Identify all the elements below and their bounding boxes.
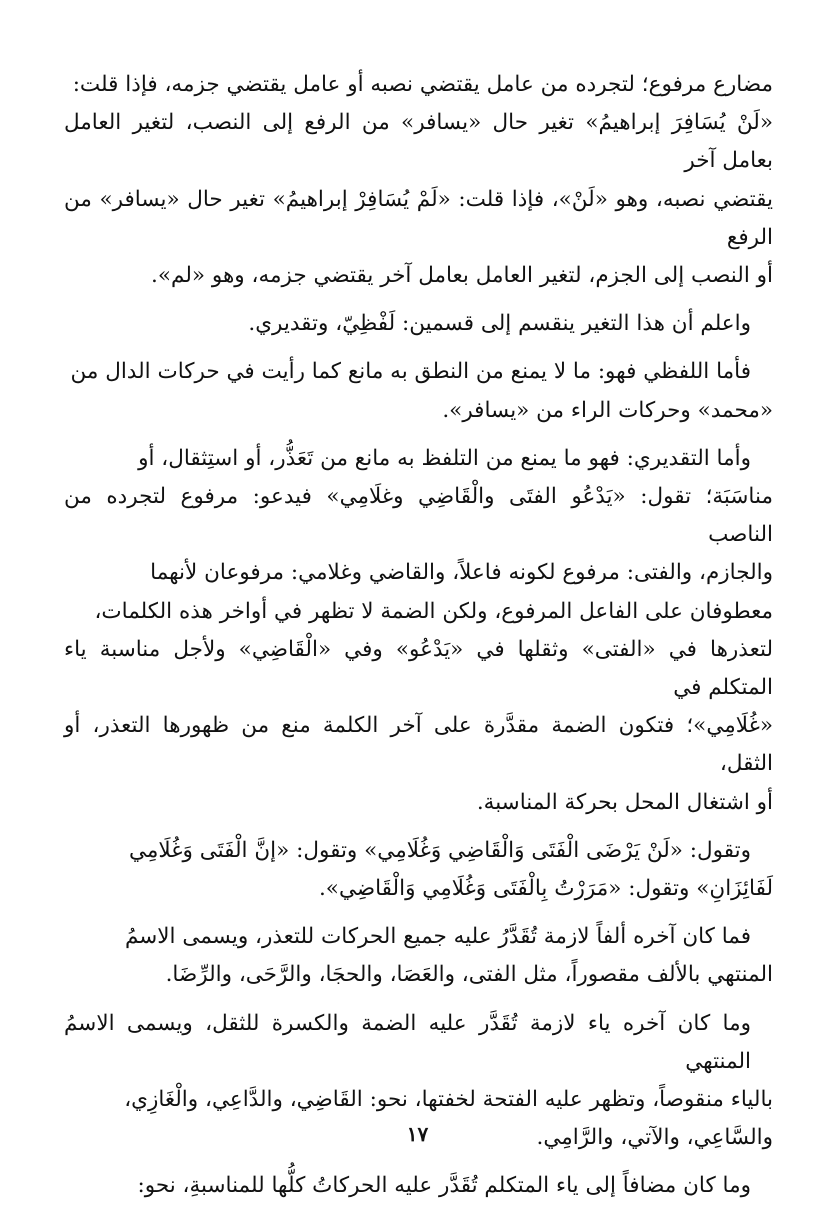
text-line: لتعذرها في «الفتى» وثقلها في «يَدْعُو» وفي «الْقَاضِي» ولأجل مناسبة ياء المتكلم في — [64, 636, 773, 701]
text-line: وتقول: «لَنْ يَرْضَى الْفَتَى وَالْقَاضِي وَغُلَامِي» وتقول: «إنَّ الْفَتَى وَغُلَامِي — [128, 837, 751, 863]
text-line: فما كان آخره ألفاً لازمة تُقَدَّرُ عليه جميع الحركات للتعذر، ويسمى الاسمُ — [124, 924, 751, 950]
text-line: لَفَائِزَانِ» وتقول: «مَرَرْتُ بِالْفَتَى وَغُلَامِي وَالْقَاضِي». — [318, 876, 773, 902]
page-body — [64, 66, 773, 1206]
text-line: وما كان آخره ياء لازمة تُقَدَّر عليه الضمة والكسرة للثقل، ويسمى الاسمُ المنتهي — [64, 1010, 751, 1074]
paragraph-2 — [64, 305, 773, 343]
page-number: ١٧ — [406, 1122, 429, 1146]
text-line: يقتضي نصبه، وهو «لَنْ»، فإذا قلت: «لَمْ يُسَافِرْ إبراهيمُ» تغير حال «يسافر» من الرفع — [64, 186, 773, 250]
text-line: المنتهي بالألف مقصوراً، مثل الفتى، والعَصَا، والحجَا، والرَّحَى، والرِّضَا. — [165, 962, 773, 988]
paragraph-6 — [64, 918, 773, 994]
text-line: أو النصب إلى الجزم، لتغير العامل بعامل آخر يقتضي جزمه، وهو «لم». — [151, 263, 773, 289]
text-line: فأما اللفظي فهو: ما لا يمنع من النطق به مانع كما رأيت في حركات الدال من — [70, 359, 751, 385]
text-line: «محمد» وحركات الراء من «يسافر». — [442, 397, 773, 423]
text-line: أو اشتغال المحل بحركة المناسبة. — [476, 789, 773, 815]
paragraph-1 — [64, 66, 773, 295]
text-line: مناسَبَة؛ تقول: «يَدْعُو الفتَى والْقَاضِي وغلَامِي» فيدعو: مرفوع لتجرده من الناصب — [64, 484, 773, 548]
text-line: مضارع مرفوع؛ لتجرده من عامل يقتضي نصبه أو عامل يقتضي جزمه، فإذا قلت: — [72, 72, 773, 97]
text-line: «لَنْ يُسَافِرَ إبراهيمُ» تغير حال «يسافر» من الرفع إلى النصب، لتغير العامل بعامل آخر — [64, 110, 773, 174]
text-line: وأما التقديري: فهو ما يمنع من التلفظ به مانع من تَعَذُّر، أو استِثقال، أو — [138, 445, 751, 471]
text-line: واعلم أن هذا التغير ينقسم إلى قسمين: لَفْظِيّ، وتقديري. — [248, 311, 751, 337]
text-line: وما كان مضافاً إلى ياء المتكلم تُقَدَّر عليه الحركاتُ كلُّها للمناسبةِ، نحو: — [137, 1173, 751, 1199]
text-line: والسَّاعِي، والآتي، والرَّامِي. — [536, 1125, 773, 1151]
paragraph-3 — [64, 353, 773, 429]
text-line: والجازم، والفتى: مرفوع لكونه فاعلاً، والقاضي وغلامي: مرفوعان لأنهما — [150, 560, 773, 586]
paragraph-4 — [64, 440, 773, 822]
text-line: بالياء منقوصاً، وتظهر عليه الفتحة لخفتها، نحو: القَاضِي، والدَّاعِي، والْغَازِي، — [124, 1087, 773, 1113]
text-line: «غُلَامِي»؛ فتكون الضمة مقدَّرة على آخر الكلمة منع من ظهورها التعذر، أو الثقل، — [64, 713, 773, 777]
text-line: معطوفان على الفاعل المرفوع، ولكن الضمة لا تظهر في أواخر هذه الكلمات، — [94, 598, 773, 624]
paragraph-5 — [64, 832, 773, 908]
paragraph-8 — [64, 1167, 773, 1205]
